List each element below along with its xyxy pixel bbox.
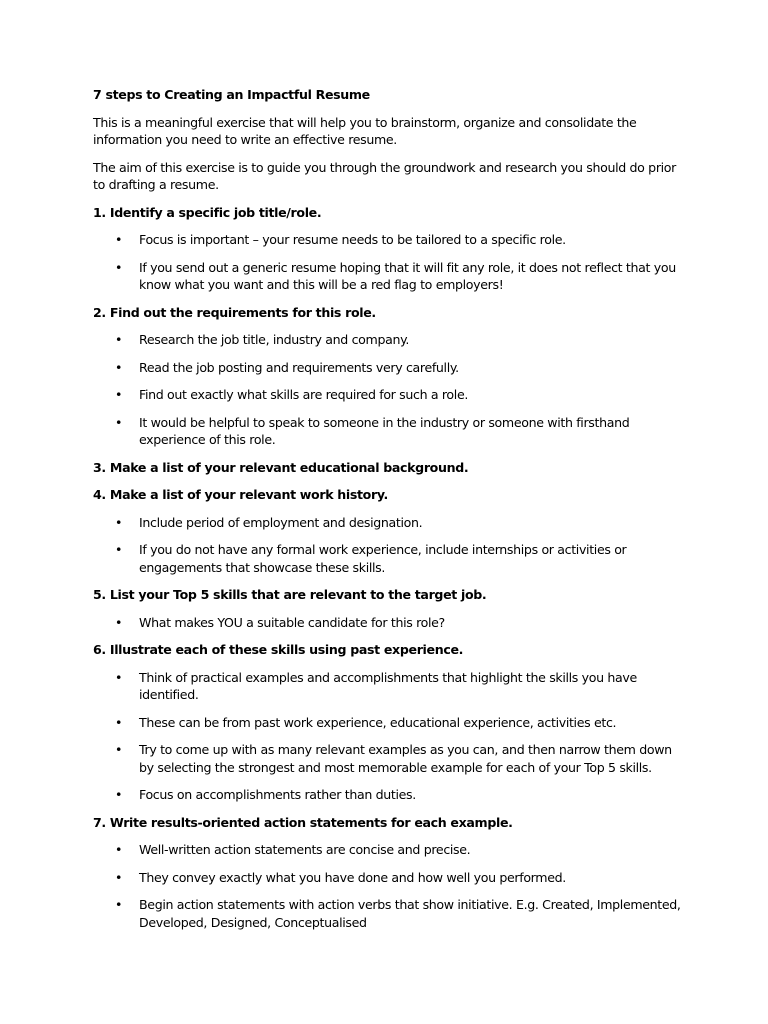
list-item-text: They convey exactly what you have done and how well you performed. [139,869,566,885]
bullet-icon: • [115,742,123,757]
list-item-text: Include period of employment and designation. [139,514,423,530]
list-item-text: Focus on accomplishments rather than duties. [139,787,416,802]
list-item [93,741,683,776]
bullet-icon: • [115,842,123,857]
list-item-text: Focus is important – your resume needs to be tailored to a specific role. [139,232,566,247]
list-item-text: It would be helpful to speak to someone in the industry or someone with firsthand experience of this role. [139,414,630,447]
step-heading: 1. Identify a specific job title/role. [93,204,322,220]
list-item [93,841,683,859]
bullet-icon: • [115,514,123,530]
bullet-icon: • [115,542,123,557]
bullet-list [93,514,683,577]
intro-paragraph: The aim of this exercise is to guide you through the groundwork and research you should do prior to drafting a resume. [93,159,676,192]
bullet-list [93,614,683,632]
document-title: 7 steps to Creating an Impactful Resume [93,87,370,102]
intro-paragraph: This is a meaningful exercise that will help you to brainstorm, organize and consolidate the information you need to write an effective resume. [93,114,637,147]
list-item [93,331,683,349]
bullet-icon: • [115,332,123,347]
bullet-icon: • [115,897,123,912]
list-item-text: Research the job title, industry and company. [139,332,410,347]
step-heading: 7. Write results-oriented action statements for each example. [93,814,513,830]
bullet-list [93,669,683,804]
step-heading: 4. Make a list of your relevant work history. [93,487,388,502]
list-item-text: What makes YOU a suitable candidate for this role? [139,614,445,630]
list-item [93,896,683,931]
bullet-icon: • [115,259,123,275]
list-item [93,414,683,449]
bullet-list [93,841,683,931]
list-item [93,614,683,632]
list-item [93,541,683,576]
bullet-icon: • [115,359,123,375]
step-heading: 6. Illustrate each of these skills using past experience. [93,642,464,657]
list-item [93,231,683,249]
list-item [93,359,683,377]
list-item-text: If you do not have any formal work experience, include internships or activities or engagements that showcase these skills. [139,542,627,575]
list-item [93,869,683,887]
list-item [93,259,683,294]
step-heading: 5. List your Top 5 skills that are relevant to the target job. [93,587,487,602]
bullet-icon: • [115,787,123,802]
bullet-icon: • [115,232,123,247]
document-page [93,86,683,941]
list-item [93,514,683,532]
list-item-text: Begin action statements with action verbs that show initiative. E.g. Created, Implemented, Developed, Designed, Conceptualised [139,897,681,930]
bullet-icon: • [115,714,123,730]
list-item [93,786,683,804]
list-item-text: Find out exactly what skills are required for such a role. [139,387,468,402]
bullet-icon: • [115,614,123,630]
list-item-text: Read the job posting and requirements very carefully. [139,359,459,375]
step-heading: 3. Make a list of your relevant educational background. [93,459,469,475]
step-heading: 2. Find out the requirements for this role. [93,304,376,320]
list-item [93,714,683,732]
list-item [93,386,683,404]
list-item [93,669,683,704]
bullet-list [93,231,683,294]
list-item-text: These can be from past work experience, educational experience, activities etc. [139,714,617,730]
list-item-text: Well-written action statements are concise and precise. [139,842,471,857]
list-item-text: If you send out a generic resume hoping that it will fit any role, it does not reflect that you know what you want and this will be a red flag to employers! [139,259,676,292]
bullet-icon: • [115,869,123,885]
list-item-text: Think of practical examples and accomplishments that highlight the skills you have identified. [139,669,637,702]
bullet-icon: • [115,669,123,685]
bullet-icon: • [115,387,123,402]
list-item-text: Try to come up with as many relevant examples as you can, and then narrow them down by selecting the strongest and most memorable example for each of your Top 5 skills. [139,742,672,775]
bullet-list [93,331,683,449]
bullet-icon: • [115,414,123,430]
